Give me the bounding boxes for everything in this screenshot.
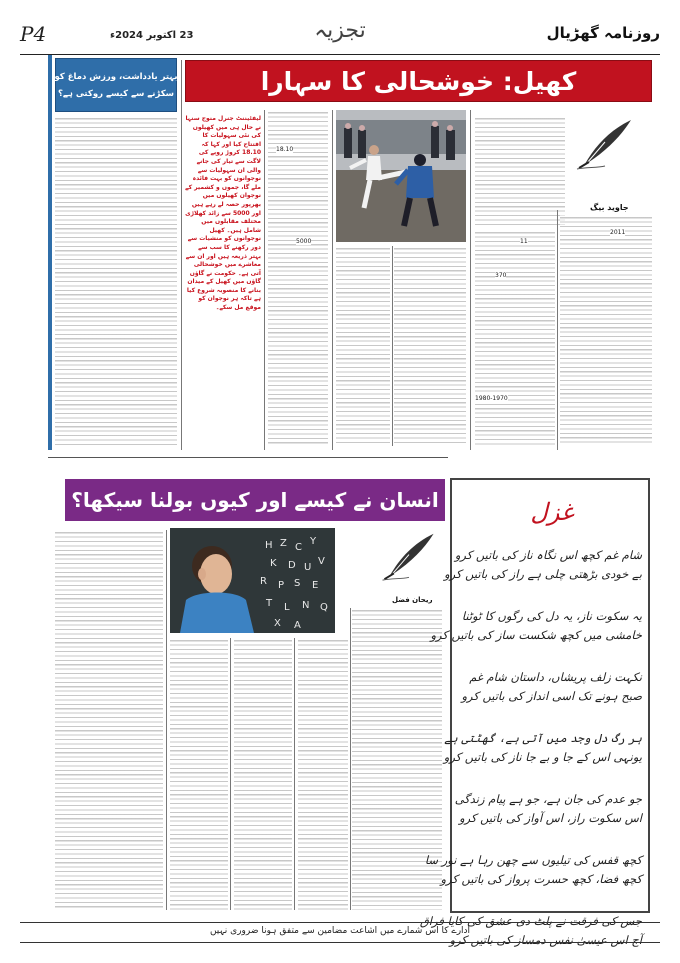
gazal-verse: کچھ فضا، کچھ حسرت پرواز کی باتیں کرو <box>440 872 642 886</box>
article1-stat-year: 1980-1970 <box>475 395 508 402</box>
sidebar-headline-box <box>55 58 177 112</box>
gazal-box <box>419 478 650 947</box>
svg-text:U: U <box>304 562 312 573</box>
col-rule <box>181 60 182 450</box>
quill-pen-icon <box>575 116 635 171</box>
svg-text:H: H <box>265 540 273 551</box>
col-rule <box>557 210 558 450</box>
article1-stat-1810: 18.10 <box>276 146 294 153</box>
article1-text-col-narrow <box>268 110 328 445</box>
svg-text:P: P <box>278 580 285 591</box>
col-rule <box>166 530 167 910</box>
issue-date: 23 اکتوبر 2024ء <box>110 30 194 41</box>
svg-text:Q: Q <box>320 602 328 613</box>
gazal-verse: نکہت زلف پریشاں، داستان شام غم <box>469 670 642 684</box>
article2-text-col1 <box>55 530 163 910</box>
article1-stat-5000: 5000 <box>296 238 312 245</box>
article2-text-col3 <box>234 638 292 910</box>
gazal-verse: جس کی فرقت نے پلٹ دی عشق کی کایا فراق <box>419 914 642 928</box>
article1-text-right <box>560 215 652 445</box>
article1-author: جاوید بیگ <box>590 203 629 212</box>
col-rule <box>332 110 333 450</box>
svg-text:T: T <box>266 598 273 609</box>
svg-text:C: C <box>295 542 302 553</box>
sidebar-left-rule <box>48 55 52 450</box>
page-number: P4 <box>20 22 47 46</box>
col-rule <box>294 638 295 910</box>
col-rule <box>470 110 471 450</box>
svg-text:S: S <box>294 578 301 589</box>
gazal-verse: یہ سکوت ناز، یہ دل کی رگوں کا ٹوٹنا <box>461 609 642 623</box>
article2-headline: انسان نے کیسے اور کیوں بولنا سیکھا؟ <box>71 488 439 512</box>
article2-author: ریحان فضل <box>392 596 433 604</box>
boy-chalkboard-photo <box>170 528 335 633</box>
svg-text:R: R <box>260 576 267 587</box>
gazal-verse: بے خودی بڑھتی چلی ہے راز کی باتیں کرو <box>444 567 642 581</box>
svg-text:Y: Y <box>310 536 317 547</box>
article1-banner <box>185 60 652 102</box>
section-title: تجزیہ <box>314 18 366 43</box>
quill-pen-icon <box>380 530 438 582</box>
gazal-verse: شام غم کچھ اس نگاہ ناز کی باتیں کرو <box>454 548 642 562</box>
kids-sports-photo <box>336 110 466 242</box>
footer-rule-bottom <box>20 942 660 943</box>
header-rule <box>20 54 660 55</box>
footer-disclaimer: ادارے کا اس شمارے میں اشاعت مضامین سے متفق ہونا ضروری نہیں <box>209 926 471 936</box>
svg-text:L: L <box>284 602 290 613</box>
svg-text:N: N <box>302 600 310 611</box>
gazal-verse: آج اس عیسیٰ نفس دمساز کی باتیں کرو <box>449 933 642 947</box>
article2-banner <box>65 479 445 521</box>
article1-stat-11: 11 <box>520 238 528 245</box>
footer-rule-top <box>20 922 660 923</box>
gazal-verse: اس سکوت راز، اس آواز کی باتیں کرو <box>459 811 642 825</box>
article1-headline: کھیل: خوشحالی کا سہارا <box>260 66 577 96</box>
col-rule <box>264 110 265 450</box>
svg-text:K: K <box>270 558 277 569</box>
col-rule <box>350 608 351 910</box>
article2-text-col4 <box>298 638 348 910</box>
article1-intro-text <box>475 116 565 226</box>
mid-page-rule <box>48 457 448 458</box>
gazal-verse: جو عدم کی جان ہے، جو ہے پیام زندگی <box>454 792 642 806</box>
svg-text:A: A <box>294 620 301 631</box>
gazal-logo <box>522 488 582 536</box>
svg-text:Z: Z <box>280 538 287 549</box>
article1-stat-2011: 2011 <box>610 229 626 236</box>
gazal-verse: کچھ قفس کی تیلیوں سے چھن رہا ہے نور سا <box>424 853 642 867</box>
gazal-verse: خامشی میں کچھ شکست ساز کی باتیں کرو <box>430 628 642 642</box>
gazal-verse: صبح ہونے تک اسی انداز کی باتیں کرو <box>461 689 642 703</box>
paper-name: روزنامہ گھڑیال <box>546 24 660 42</box>
gazal-verse: یونہی اس کے جا و بے جا ناز کی باتیں کرو <box>443 750 642 764</box>
article1-text-lower-a <box>394 246 466 446</box>
article1-stat-370: 370 <box>495 272 507 279</box>
article1-text-lower-b <box>336 246 390 446</box>
svg-text:E: E <box>312 580 319 591</box>
page-header <box>20 14 660 50</box>
col-rule <box>392 246 393 446</box>
gazal-verses <box>419 548 642 947</box>
red-highlight-column: لیفٹیننٹ جنرل منوج سنہا نے حال ہی میں کھیلوں کی نئی سہولیات کا افتتاح کیا اور کہا کہ 18.10 کروڑ روپے کی لاگت سے تیار کی جانے والی ان سہولیات سے نوجوانوں کو بہت فائدہ ملے گا، جموں و کشمیر کے نوجوان کھیلوں میں بھرپور حصہ لے رہے ہیں اور 5000 سے زائد کھلاڑی مختلف مقابلوں میں شامل ہیں۔ کھیل نوجوانوں کو منشیات سے دور رکھنے کا سب سے بہتر ذریعہ ہیں اور ان سے معاشرے میں خوشحالی آتی ہے۔ حکومت نے گاؤں گاؤں میں کھیل کے میدان بنانے کا منصوبہ شروع کیا ہے تاکہ ہر نوجوان کو موقع مل سکے۔ <box>185 115 261 312</box>
svg-text:V: V <box>318 556 325 567</box>
article2-text-col2 <box>170 638 228 910</box>
sidebar-headline-line2: سکڑنے سے کیسے روکتی ہے؟ <box>57 89 175 99</box>
gazal-verse: ہر رگ دل وجد میں آتی ہے، گھٹتی ہے <box>444 731 642 745</box>
svg-text:X: X <box>274 618 281 629</box>
gazal-logo-text: غزل <box>530 498 574 526</box>
sidebar-headline-line1: بہتر یادداشت، ورزش دماغ کو <box>54 72 178 82</box>
article1-text-mid <box>475 230 555 445</box>
col-rule <box>230 638 231 910</box>
sidebar-article-text <box>55 116 177 446</box>
svg-text:D: D <box>288 560 296 571</box>
